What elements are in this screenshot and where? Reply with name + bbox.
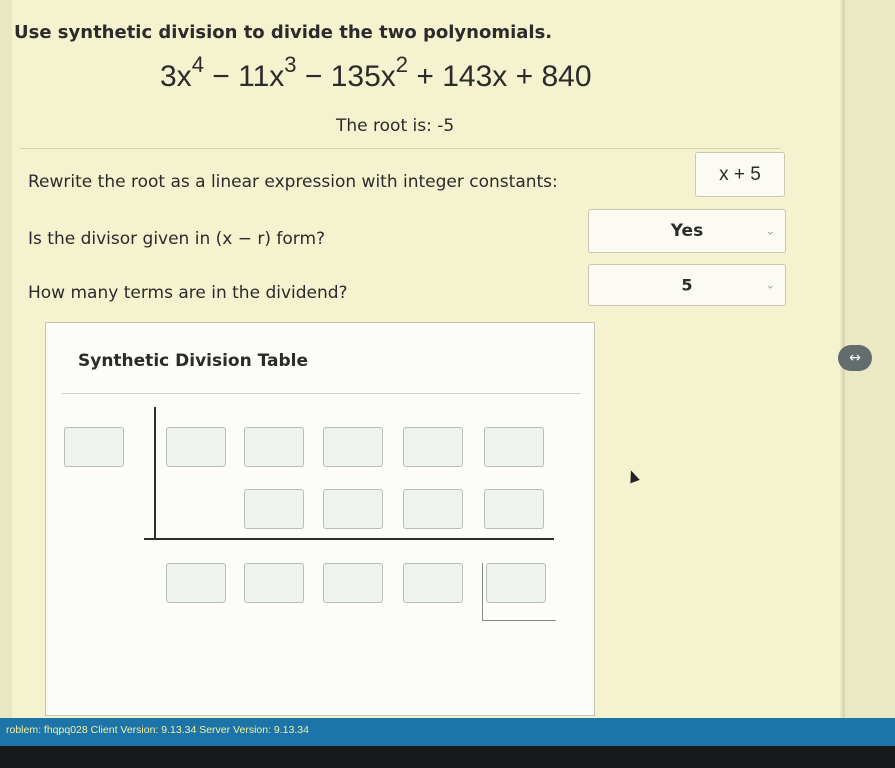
expand-icon[interactable]: ↔ bbox=[838, 345, 872, 371]
version-info: roblem: fhqpq028 Client Version: 9.13.34 Server Version: 9.13.34 bbox=[6, 724, 309, 736]
product-cell[interactable] bbox=[244, 489, 304, 529]
product-cell[interactable] bbox=[484, 489, 544, 529]
coefficient-cell[interactable] bbox=[403, 427, 463, 467]
chevron-down-icon: ⌄ bbox=[765, 278, 775, 292]
question-linear-expression: Rewrite the root as a linear expression with integer constants: bbox=[28, 172, 558, 192]
coefficient-cell[interactable] bbox=[244, 427, 304, 467]
synthetic-division-panel bbox=[45, 322, 595, 716]
question-term-count: How many terms are in the dividend? bbox=[28, 283, 348, 303]
result-cell[interactable] bbox=[323, 563, 383, 603]
remainder-bracket bbox=[482, 563, 483, 621]
root-text: The root is: -5 bbox=[336, 116, 455, 136]
product-cell[interactable] bbox=[323, 489, 383, 529]
division-vertical-line bbox=[154, 407, 156, 539]
result-cell[interactable] bbox=[166, 563, 226, 603]
remainder-bracket bbox=[482, 620, 556, 621]
left-strip bbox=[0, 0, 12, 730]
coefficient-cell[interactable] bbox=[484, 427, 544, 467]
divisor-cell[interactable] bbox=[64, 427, 124, 467]
taskbar bbox=[0, 746, 895, 768]
problem-title: Use synthetic division to divide the two polynomials. bbox=[14, 22, 553, 43]
divisor-form-value: Yes bbox=[670, 221, 704, 241]
panel-divider bbox=[62, 393, 580, 394]
division-horizontal-line bbox=[144, 538, 554, 540]
divider bbox=[20, 148, 780, 149]
coefficient-cell[interactable] bbox=[323, 427, 383, 467]
linear-expression-value: x + 5 bbox=[719, 163, 761, 185]
result-cell[interactable] bbox=[244, 563, 304, 603]
mouse-cursor-icon bbox=[626, 469, 640, 484]
status-bar bbox=[0, 718, 895, 746]
divisor-form-select[interactable] bbox=[588, 209, 786, 253]
linear-expression-input[interactable] bbox=[695, 152, 785, 197]
result-cell[interactable] bbox=[403, 563, 463, 603]
product-cell[interactable] bbox=[403, 489, 463, 529]
remainder-cell[interactable] bbox=[486, 563, 546, 603]
table-title: Synthetic Division Table bbox=[78, 351, 309, 371]
coefficient-cell[interactable] bbox=[166, 427, 226, 467]
term-count-select[interactable] bbox=[588, 264, 786, 306]
term-count-value: 5 bbox=[681, 275, 693, 295]
chevron-down-icon: ⌄ bbox=[765, 224, 775, 238]
polynomial: $3x^4 - 11x^3 - 135x^2 + 143x + 840$ bbox=[160, 52, 592, 93]
question-divisor-form: Is the divisor given in (x − r) form? bbox=[28, 229, 326, 249]
